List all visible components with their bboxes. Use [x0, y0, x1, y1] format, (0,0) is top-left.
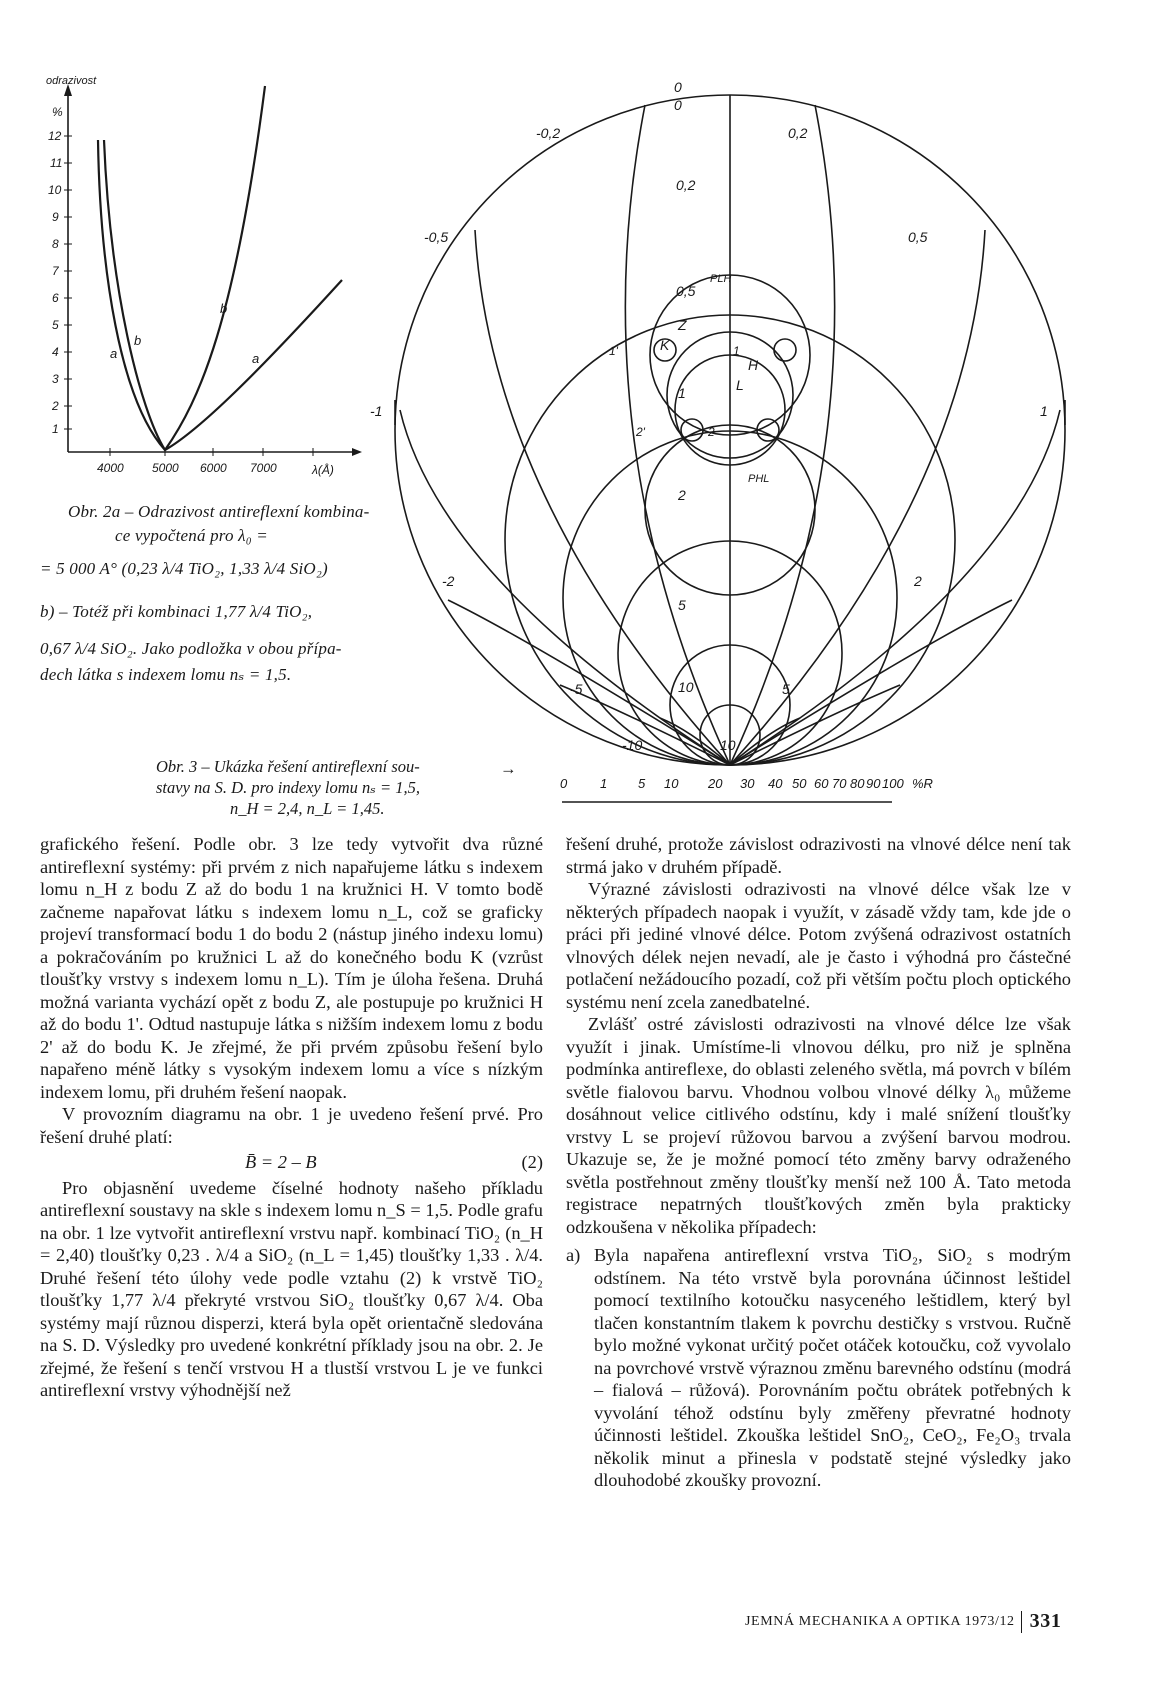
xtick: 5000 [152, 461, 179, 475]
ytick: 8 [52, 237, 59, 251]
ytick: 12 [48, 129, 62, 143]
label-m1: -1 [370, 403, 383, 419]
label-inner-2: 2 [678, 487, 686, 503]
fig2a-x-arrow [352, 448, 362, 456]
scale-tick: 90 [866, 776, 881, 791]
label-inner-5: 5 [678, 597, 686, 613]
ytick: 3 [52, 372, 59, 386]
curve-label-b: b [134, 333, 142, 348]
label-plh: PLH [710, 273, 732, 285]
label-p02-inner: 0,2 [676, 177, 696, 193]
caption-3-line3: n_H = 2,4, n_L = 1,45. [230, 799, 385, 818]
scale-unit: %R [912, 776, 933, 791]
label-p10: 10 [720, 737, 736, 753]
page-number: 331 [1029, 1610, 1062, 1632]
ytick: 1 [52, 422, 59, 436]
list-item-a-label: a) [566, 1245, 581, 1265]
caption-2a-line5: 0,67 λ/4 SiO₂. Jako podložka v obou přípa- [40, 639, 342, 658]
scale-tick: 5 [638, 776, 646, 791]
journal-name: JEMNÁ MECHANIKA A OPTIKA 1973/12 [745, 1613, 1015, 1629]
caption-3-arrow: → [500, 759, 517, 778]
fig2a-yunit: % [52, 105, 63, 119]
label-z: Z [678, 317, 687, 333]
label-inner-1: 1 [678, 385, 686, 401]
right-paragraph-2: Výrazné závislosti odrazivosti na vlnové délce však lze v některých případech naopak i využít, v zásadě vždy tam, kde jde o práci při jediné vlnové délce. Potom zvýšená odrazivost ostatních vlnových délek nejen nevadí, ale je často i výhodná pro částečné potlačení nežádoucího pozadí, což při větším počtu ploch optického systému není zcela zanedbatelné. [566, 879, 1071, 1012]
label-p1: 1 [1040, 403, 1048, 419]
caption-2a-line1: Obr. 2a – Odrazivost antireflexní kombina- [68, 502, 370, 521]
fig2a-curve-a [98, 140, 342, 450]
label-2: 2 [708, 425, 715, 439]
ytick: 9 [52, 210, 59, 224]
scale-tick: 30 [740, 776, 755, 791]
ytick: 5 [52, 318, 59, 332]
xtick: 7000 [250, 461, 277, 475]
curve-label-a2: a [252, 351, 260, 366]
label-p5: 5 [782, 681, 790, 697]
caption-2a-line4: b) – Totéž při kombinaci 1,77 λ/4 TiO₂, [40, 602, 313, 621]
list-item-a-text: Byla napařena antireflexní vrstva TiO₂, SiO₂ s modrým odstínem. Na této vrstvě byla porovnána účinnost leštidel pomocí textilního kotoučku nasyceného leštidlem, který byl tlačen konstantním tlakem k povrchu destičky s vrstvou. Ručně bylo možné vykonat určitý počet otáček kotoučku, což vyvolalo na povrchové vrstvě výraznou změnu barevného odstínu (modrá – fialová – růžová). Porovnáním počtu obrátek potřebných k vyvolání téhož odstínu byly změřeny převratné hodnoty účinnosti leštidel. Zkouška leštidel SnO₂, CeO₂, Fe₂O₃ trvala několik minut a přinesla v podstatě stejné výsledky jako dlouhodobé zkoušky provozní. [594, 1245, 1071, 1490]
scale-tick: 50 [792, 776, 807, 791]
label-m5: -5 [570, 681, 583, 697]
xtick: 6000 [200, 461, 227, 475]
right-paragraph-1: řešení druhé, protože závislost odrazivosti na vlnové délce není tak strmá jako v druhém případě. [566, 834, 1071, 877]
label-p05: 0,5 [908, 229, 928, 245]
xtick: 4000 [97, 461, 124, 475]
caption-2a-line2: ce vypočtená pro λ₀ = [115, 526, 268, 545]
left-paragraph-2: V provozním diagramu na obr. 1 je uvedeno řešení prvé. Pro řešení druhé platí: [40, 1104, 543, 1147]
left-column [40, 833, 543, 1402]
scale-tick: 0 [560, 776, 568, 791]
page-footer [745, 1610, 1061, 1633]
equation-2 [40, 1148, 543, 1177]
label-1-prime: 1' [609, 344, 618, 358]
ytick: 10 [48, 183, 62, 197]
curve-label-b2: b [220, 301, 228, 316]
equation-formula: B̄ = 2 – B [244, 1152, 317, 1172]
scale-tick: 70 [832, 776, 847, 791]
label-phl: PHL [748, 473, 770, 485]
ytick: 2 [52, 399, 59, 413]
scale-tick: 20 [708, 776, 723, 791]
scale-tick: 60 [814, 776, 829, 791]
equation-number: (2) [521, 1152, 543, 1172]
label-p05-inner: 0,5 [676, 283, 696, 299]
label-h: H [748, 357, 759, 373]
x-arc [730, 105, 835, 765]
right-column [566, 833, 1071, 1492]
point-1 [774, 339, 796, 361]
xunit: λ(Å) [312, 463, 334, 477]
figure-2a [30, 70, 370, 480]
caption-2a-line6: dech látka s indexem lomu nₛ = 1,5. [40, 665, 292, 684]
reflectance-scale [560, 770, 960, 810]
footer-separator [1021, 1611, 1022, 1633]
label-inner-zero: 0 [674, 97, 682, 113]
label-inner-10: 10 [678, 679, 694, 695]
scale-tick: 100 [882, 776, 904, 791]
scale-tick: 40 [768, 776, 783, 791]
label-p02: 0,2 [788, 125, 808, 141]
scale-tick: 1 [600, 776, 608, 791]
label-k: K [660, 337, 670, 353]
right-paragraph-3: Zvlášť ostré závislosti odrazivosti na vlnové délce lze však využít i jinak. Umístíme-li vlnovou délku, pro niž je splněna podmínka antireflexe, do oblasti zeleného světla, má povrch v bílém světle fialovou barvu. Vhodnou volbou vlnové délky λ₀ můžeme dosáhnout velice citlivého odstínu, kdy i malé snížení tloušťky vrstvy L se projeví růžovou barvou a zvýšení barvou modrou. Ukazuje se, že je možné pomocí této změny barvy odraženého světla postřehnout změny tloušťky menší než 100 Å. Tato metoda registrace nepatrných tloušťkových změn byla prakticky odzkoušena v několika případech: [566, 1014, 1071, 1237]
label-2-prime: 2' [636, 425, 645, 439]
label-m2: -2 [442, 573, 455, 589]
fig2a-curve-b [104, 86, 265, 450]
ytick: 6 [52, 291, 59, 305]
scale-tick: 80 [850, 776, 865, 791]
caption-3-line2: stavy na S. D. pro indexy lomu nₛ = 1,5, [156, 778, 420, 797]
label-m02: -0,2 [536, 125, 561, 141]
label-m10: -10 [622, 737, 643, 753]
scale-tick: 10 [664, 776, 679, 791]
x-arc [730, 410, 1060, 765]
left-paragraph-3: Pro objasnění uvedeme číselné hodnoty našeho příkladu antireflexní soustavy na skle s indexem lomu n_S = 1,5. Podle grafu na obr. 1 lze vytvořit antireflexní vrstvu např. kombinací TiO₂ (n_H = 2,40) tloušťky 0,23 . λ/4 a SiO₂ (n_L = 1,45) tloušťky 1,33 . λ/4. Druhé řešení této úlohy vede podle vztahu (2) k vrstvě TiO₂ tloušťky 1,77 λ/4 překryté vrstvou SiO₂ tloušťky 0,67 λ/4. Oba systémy mají různou disperzi, která byla opět orientačně sledována na S. D. Výsledky pro uvedené konkrétní příklady jsou na obr. 2. Je zřejmé, že řešení s tenčí vrstvou H a tlustší vrstvou L je ve funkci antireflexní vrstvy výhodnější než [40, 1177, 543, 1400]
label-m05: -0,5 [424, 229, 449, 245]
label-1: 1 [733, 344, 740, 358]
ytick: 11 [50, 156, 63, 170]
label-p2: 2 [914, 573, 922, 589]
figure-3-smith-diagram [370, 79, 1080, 770]
curve-label-a: a [110, 346, 118, 361]
caption-3-line1: Obr. 3 – Ukázka řešení antireflexní sou- [156, 757, 420, 776]
label-top-zero: 0 [674, 79, 682, 95]
caption-2a-line3: = 5 000 A° (0,23 λ/4 TiO₂, 1,33 λ/4 SiO₂) [40, 559, 328, 578]
ytick: 7 [52, 264, 59, 278]
label-l: L [736, 377, 744, 393]
list-item-a [566, 1244, 1071, 1492]
fig2a-ylabel: odrazivost [46, 75, 97, 87]
left-paragraph-1: grafického řešení. Podle obr. 3 lze tedy vytvořit dva různé antireflexní systémy: při prvém z nich napařujeme látku s indexem lomu n_H z bodu Z až do bodu 1 na kružnici H. V tomto bodě začneme napařovat látku s indexem lomu n_L, což se graficky projeví transformací bodu 1 do bodu 2 (nástup jiného indexu lomu) a pokračováním po kružnici L až do konečného bodu K (vzrůst tloušťky vrstvy s indexem lomu n_L). Tím je úloha řešena. Druhá možná varianta vychází opět z bodu Z, ale postupuje po kružnici H až do bodu 1'. Odtud nastupuje látka s nižším indexem lomu z bodu 2' až do bodu K. Je zřejmé, že při prvém způsobu řešení bylo napařeno méně látky s vysokým indexem lomu a více s nízkým indexem lomu, při druhém řešení naopak. [40, 834, 543, 1102]
ytick: 4 [52, 345, 59, 359]
x-arc [730, 600, 1012, 765]
